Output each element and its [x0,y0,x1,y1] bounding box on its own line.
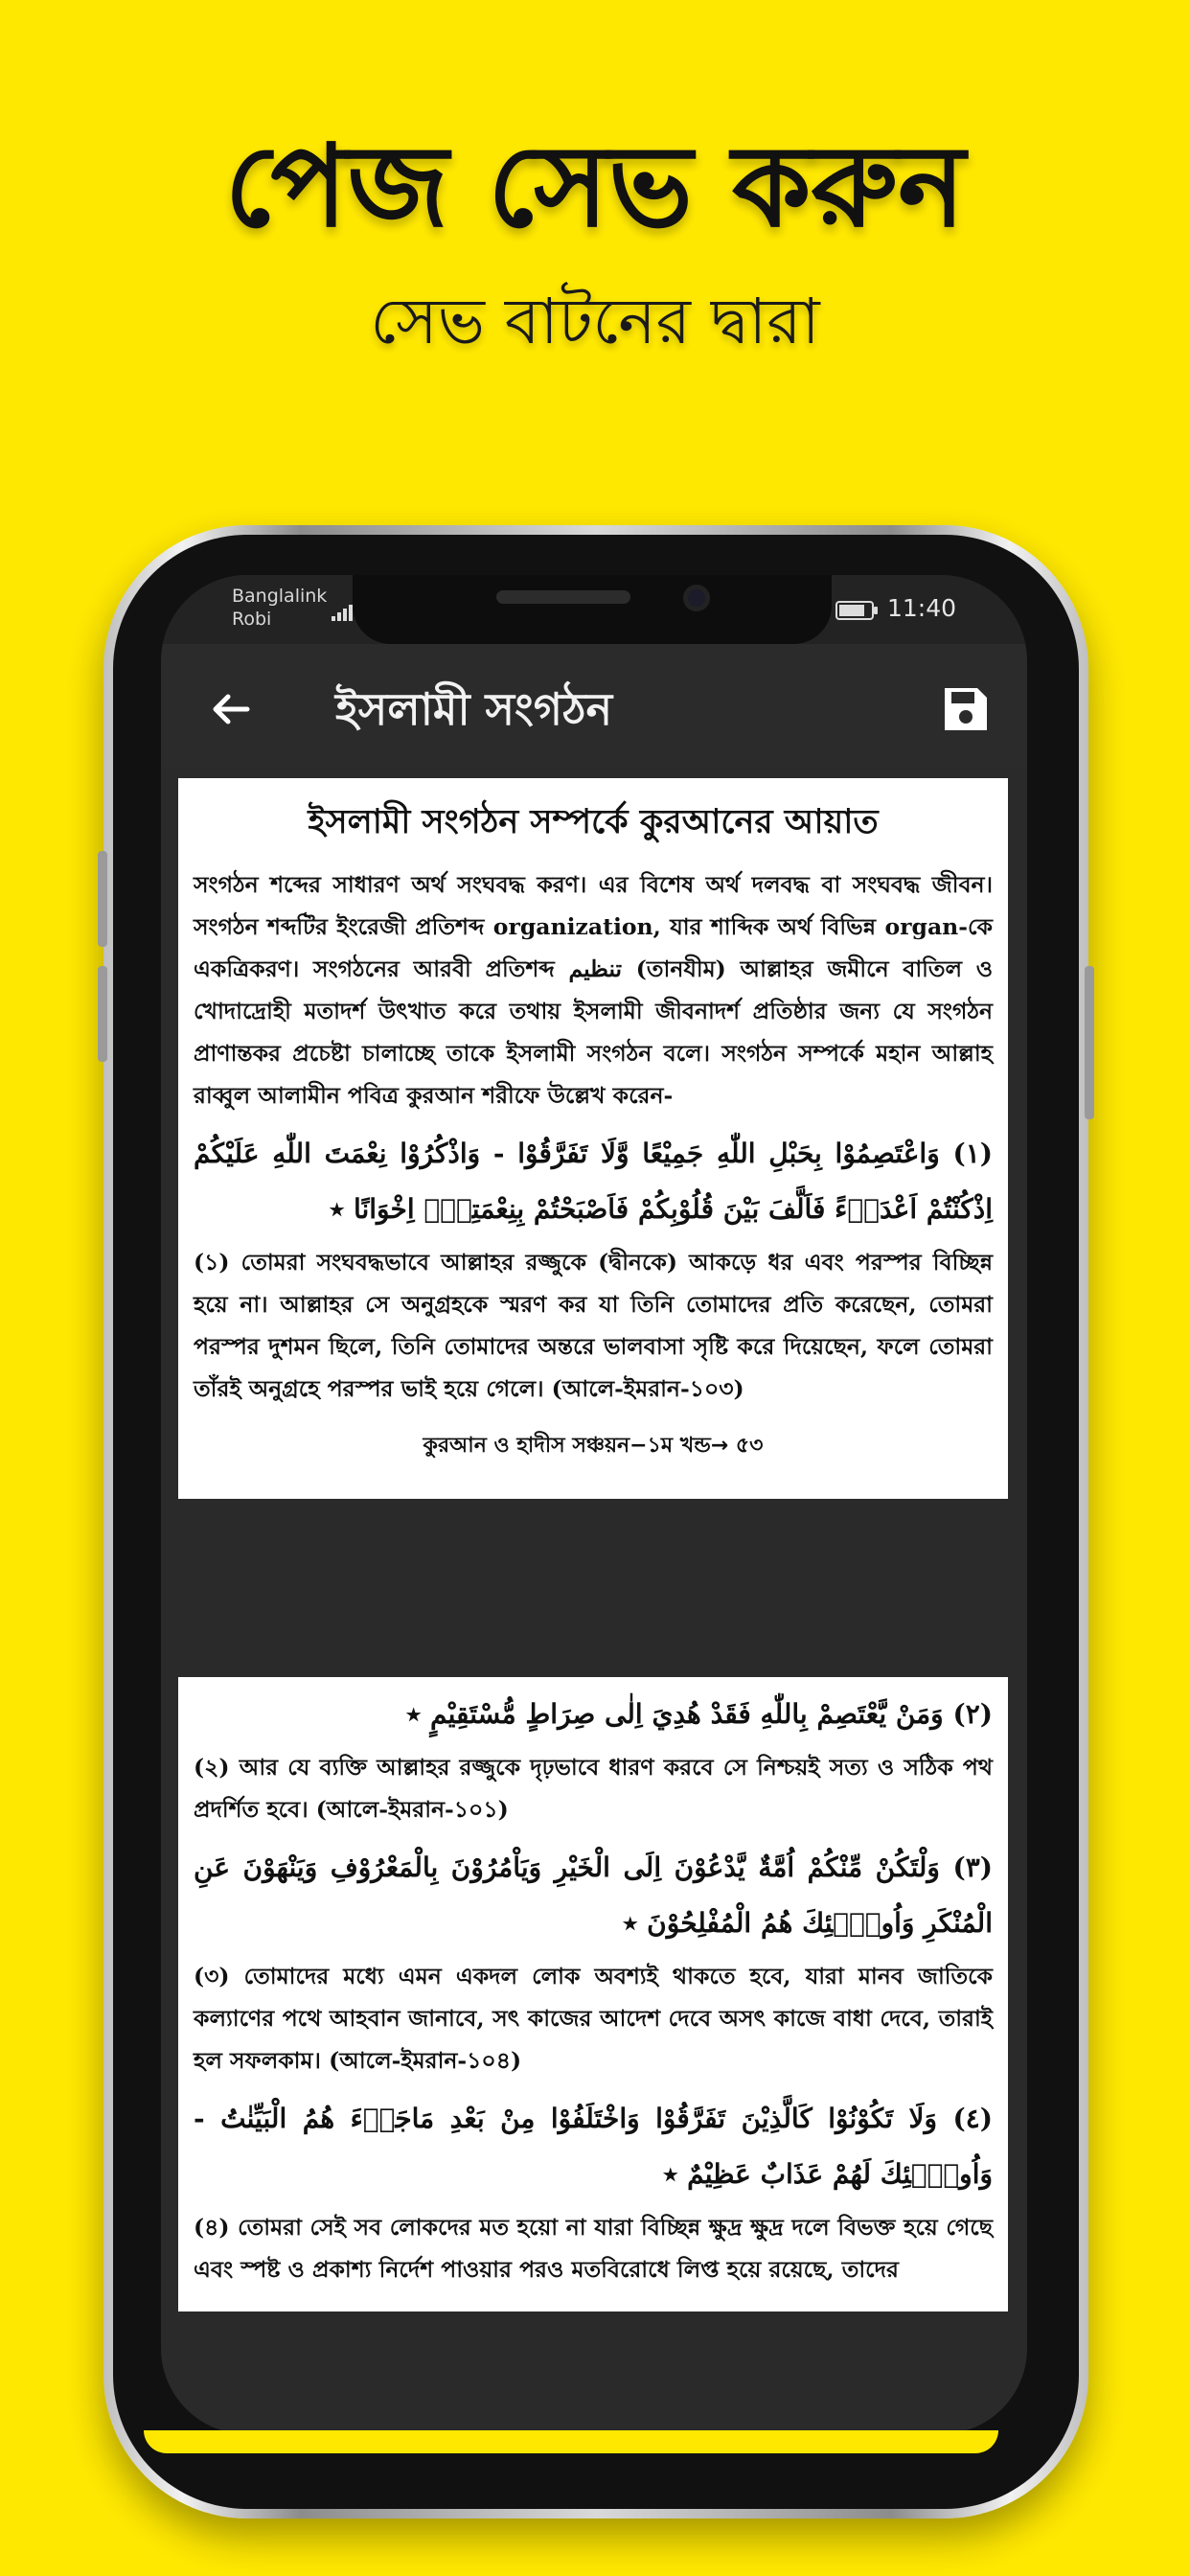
carrier-label [232,585,327,631]
volume-button-down [98,966,107,1062]
page2-arabic-verse-3: (٣) وَلْتَكُنْ مِّنْكُمْ اُمَّةٌ يَّدْعُوْنَ اِلَى الْخَيْرِ وَيَاْمُرُوْنَ بِالْمَعْرُوْفِ وَيَنْهَوْنَ عَنِ الْمُنْكَرِ وَاُولٰۤئِكَ هُمُ الْمُفْلِحُوْنَ ٭ [194,1852,993,1939]
front-camera-icon [683,585,710,611]
page2-translation-3: (৩) তোমাদের মধ্যে এমন একদল লোক অবশ্যই থাকতে হবে, যারা মানব জাতিকে কল্যাণের পথে আহবান জানাবে, সৎ কাজের আদেশ দেবে অসৎ কাজে বাধা দেবে, তারাই হল সফলকাম। (আলে-ইমরান-১০৪) [194,1963,993,2074]
page2-translation-4: (৪) তোমরা সেই সব লোকদের মত হয়ো না যারা বিচ্ছিন্ন ক্ষুদ্র ক্ষুদ্র দলে বিভক্ত হয়ে গেছে এবং স্পষ্ট ও প্রকাশ্য নির্দেশ পাওয়ার পরও মতবিরোধে লিপ্ত হয়ে রয়েছে, তাদের [194,2214,993,2283]
bottom-accent-bar [144,2430,998,2453]
carrier-line-2: Robi [232,609,272,630]
page2-arabic-verse-4: (٤) وَلَا تَكُوْنُوْا كَالَّذِيْنَ تَفَرَّقُوْا وَاخْتَلَفُوْا مِنْ بَعْدِ مَاجَاۤءَ هُمُ الْبَيِّنٰتُ - وَاُولٰۤئِكَ لَهُمْ عَذَابٌ عَظِيْمٌ ٭ [194,2103,993,2190]
promo-headline: পেজ সেভ করুন [224,120,966,252]
page1-translation-1: (১) তোমরা সংঘবদ্ধভাবে আল্লাহর রজ্জুকে (দ্বীনকে) আকড়ে ধর এবং পরস্পর বিচ্ছিন্ন হয়ে না। আল্লাহর সে অনুগ্রহকে স্মরণ কর যা তিনি তোমাদের প্রতি করেছেন, তোমরা পরস্পর দুশমন ছিলে, তিনি তোমাদের অন্তরে ভালবাসা সৃষ্টি করে দিয়েছেন, ফলে তোমরা তাঁরই অনুগ্রহে পরস্পর ভাই হয়ে গেলে। (আলে-ইমরান-১০৩) [194,1249,993,1402]
promo-subline: সেভ বাটনের দ্বারা [370,285,820,358]
book-page-1 [178,778,1008,1499]
battery-icon [835,600,880,621]
book-page-2 [178,1677,1008,2312]
status-bar [161,575,1027,644]
app-title: ইসলামী সংগঠন [335,683,613,735]
volume-button-up [98,851,107,947]
bottom-area [161,2329,1027,2434]
carrier-line-1: Banglalink [232,586,328,607]
speaker-grille [496,590,630,604]
app-bar [161,644,1027,769]
phone-screen [161,575,1027,2434]
page1-reference: কুরআন ও হাদীস সঞ্চয়ন−১ম খন্ড→ ৫৩ [423,1434,764,1458]
page1-heading: ইসলামী সংগঠন সম্পর্কে কুরআনের আয়াত [308,803,879,841]
save-floppy-icon[interactable] [939,682,993,736]
camera-notch [353,575,832,644]
power-button [1085,966,1094,1119]
back-arrow-icon[interactable] [203,682,257,736]
page1-intro: সংগঠন শব্দের সাধারণ অর্থ সংঘবদ্ধ করণ। এর বিশেষ অর্থ দলবদ্ধ বা সংঘবদ্ধ জীবন। সংগঠন শব্দটির ইংরেজী প্রতিশব্দ organization, যার শাব্দিক অর্থ বিভিন্ন organ-কে একত্রিকরণ। সংগঠনের আরবী প্রতিশব্দ تنظيم (তানযীম) আল্লাহর জমীনে বাতিল ও খোদাদ্রোহী মতাদর্শ উৎখাত করে তথায় ইসলামী জীবনাদর্শ প্রতিষ্ঠার জন্য যে সংগঠন প্রাণান্তকর প্রচেষ্টা চালাচ্ছে তাকে ইসলামী সংগঠন বলে। সংগঠন সম্পর্কে মহান আল্লাহ রাব্বুল আলামীন পবিত্র কুরআন শরীফে উল্লেখ করেন- [194,871,994,1109]
page1-arabic-verse-1: (١) وَاعْتَصِمُوْا بِحَبْلِ اللّٰهِ جَمِيْعًا وَّلَا تَفَرَّقُوْا - وَاذْكُرُوْا نِعْمَتَ اللّٰهِ عَلَيْكُمْ اِذْكُنْتُمْ اَعْدَاۤءً فَاَلَّفَ بَيْنَ قُلُوْبِكُمْ فَاَصْبَحْتُمْ بِنِعْمَتِهٖۤ اِخْوَانًا ٭ [194,1138,993,1225]
page2-arabic-verse-2: (٢) وَمَنْ يَّعْتَصِمْ بِاللّٰهِ فَقَدْ هُدِيَ اِلٰى صِرَاطٍ مُّسْتَقِيْمٍ ٭ [405,1698,993,1730]
status-time: 11:40 [887,594,957,622]
page2-translation-2: (২) আর যে ব্যক্তি আল্লাহর রজ্জুকে দৃঢ়ভাবে ধারণ করবে সে নিশ্চয়ই সত্য ও সঠিক পথ প্রদর্শিত হবে। (আলে-ইমরান-১০১) [194,1754,993,1823]
